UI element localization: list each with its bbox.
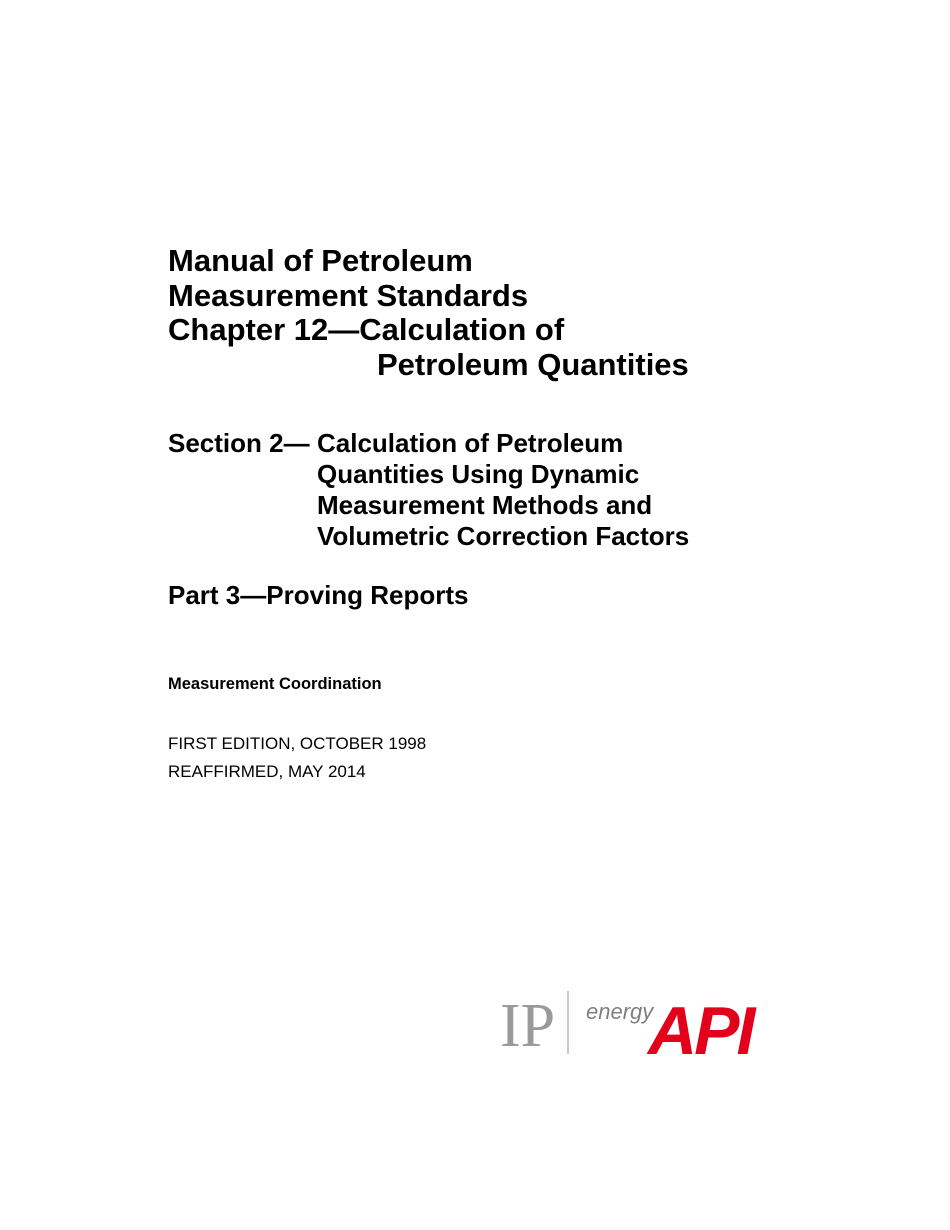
reaffirmed: REAFFIRMED, MAY 2014: [168, 762, 366, 781]
title-line-1: Manual of Petroleum: [168, 243, 473, 278]
api-logo-mark: API: [648, 993, 753, 1060]
ip-logo: [500, 992, 555, 1060]
energy-word: energy: [586, 999, 654, 1024]
section-line-2: Quantities Using Dynamic: [317, 459, 640, 489]
api-logo: [646, 993, 757, 1060]
part-heading: Part 3—Proving Reports: [168, 580, 469, 610]
logos-svg: [496, 984, 786, 1060]
edition-info: [168, 730, 426, 786]
measurement-coordination: Measurement Coordination: [168, 675, 382, 693]
first-edition: FIRST EDITION, OCTOBER 1998: [168, 734, 427, 753]
publisher-logos: [496, 984, 786, 1060]
section-line-1: Calculation of Petroleum: [317, 428, 624, 458]
ip-logo-mark: IP: [500, 992, 556, 1060]
document-title: [168, 244, 689, 382]
section-line-4: Volumetric Correction Factors: [317, 521, 690, 551]
title-line-4: Petroleum Quantities: [377, 346, 689, 382]
title-line-3: Chapter 12—Calculation of: [168, 312, 565, 347]
section-line-3: Measurement Methods and: [317, 490, 653, 520]
section-heading: [168, 428, 689, 552]
title-line-2: Measurement Standards: [168, 277, 529, 313]
section-prefix: Section 2—: [168, 428, 310, 458]
